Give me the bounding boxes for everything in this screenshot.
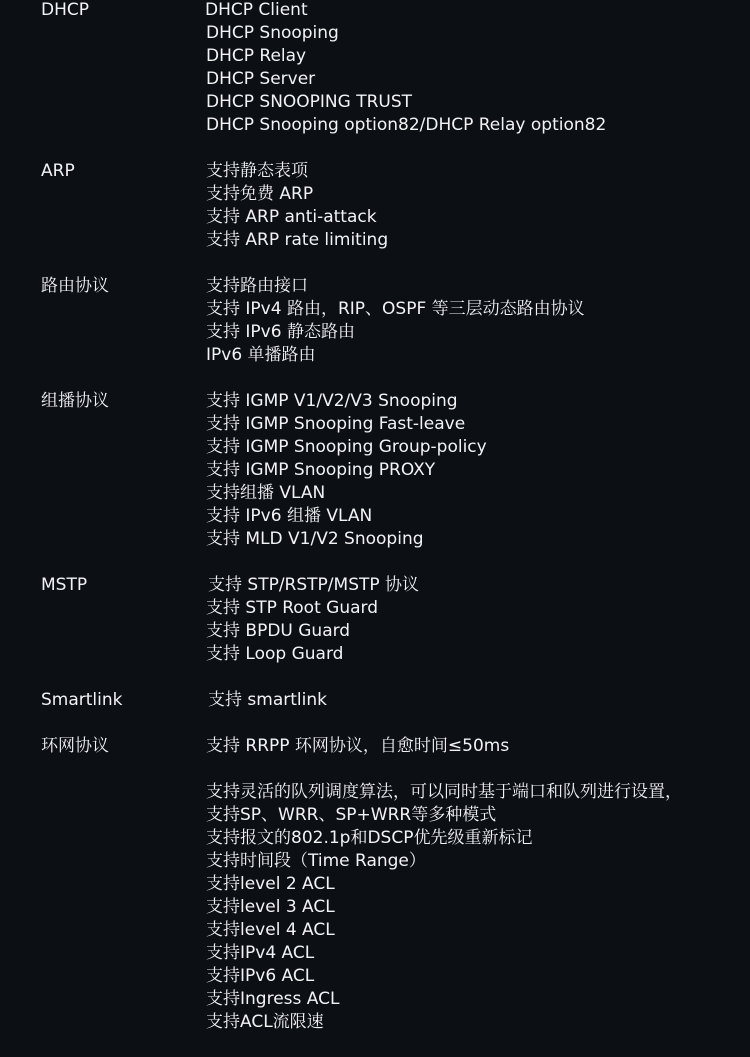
spec-row-mstp xyxy=(0,574,750,666)
spec-value: 支持 IGMP V1/V2/V3 Snooping xyxy=(206,391,458,411)
spec-value: 支持IPv4 ACL xyxy=(206,943,315,963)
spec-label: DHCP xyxy=(41,0,89,20)
spec-value: 支持静态表项 xyxy=(206,161,308,181)
spec-values xyxy=(206,735,750,758)
spec-value: 支持 ARP rate limiting xyxy=(206,230,389,250)
spec-value: 支持Ingress ACL xyxy=(206,989,340,1009)
spec-value: 支持 IGMP Snooping Group-policy xyxy=(206,437,487,457)
spec-value: DHCP Snooping xyxy=(206,23,339,43)
spec-value: 支持 STP Root Guard xyxy=(206,598,379,618)
spec-value: 支持 Loop Guard xyxy=(206,644,344,664)
spec-value: 支持灵活的队列调度算法，可以同时基于端口和队列进行设置， xyxy=(206,782,682,802)
spec-value: 支持level 4 ACL xyxy=(206,920,335,940)
spec-value: 支持 smartlink xyxy=(208,690,327,710)
spec-values xyxy=(206,275,750,367)
spec-values xyxy=(206,0,750,137)
spec-values xyxy=(206,390,750,551)
spec-value: DHCP Server xyxy=(206,69,316,89)
spec-value: 支持 IPv6 组播 VLAN xyxy=(206,506,373,526)
spec-value: 支持组播 VLAN xyxy=(206,483,326,503)
spec-label: 环网协议 xyxy=(41,736,109,756)
spec-value: 支持 IPv6 静态路由 xyxy=(206,322,355,342)
spec-label: Smartlink xyxy=(41,690,123,710)
spec-value: 支持IPv6 ACL xyxy=(206,966,315,986)
spec-value: 支持SP、WRR、SP+WRR等多种模式 xyxy=(206,805,497,825)
spec-label: 组播协议 xyxy=(41,391,109,411)
spec-row-routing xyxy=(0,275,750,367)
spec-value: 支持 ARP anti-attack xyxy=(206,207,377,227)
spec-value: 支持报文的802.1p和DSCP优先级重新标记 xyxy=(206,828,533,848)
spec-value: 支持level 2 ACL xyxy=(206,874,335,894)
spec-value: DHCP Client xyxy=(205,0,308,20)
spec-value: 支持ACL流限速 xyxy=(206,1012,324,1032)
spec-value: 支持 IGMP Snooping PROXY xyxy=(206,460,436,480)
spec-label: 路由协议 xyxy=(41,276,109,296)
spec-row-qos-acl xyxy=(0,781,750,1034)
spec-value: 支持 RRPP 环网协议，自愈时间≤50ms xyxy=(206,736,510,756)
spec-value: 支持 IGMP Snooping Fast-leave xyxy=(206,414,466,434)
spec-row-dhcp xyxy=(0,0,750,137)
spec-value: 支持level 3 ACL xyxy=(206,897,335,917)
spec-row-smartlink xyxy=(0,689,750,712)
spec-row-multicast xyxy=(0,390,750,551)
spec-value: DHCP SNOOPING TRUST xyxy=(206,92,413,112)
spec-value: 支持 STP/RSTP/MSTP 协议 xyxy=(208,575,420,595)
spec-values xyxy=(206,160,750,252)
spec-label: MSTP xyxy=(41,575,88,595)
spec-value: 支持免费 ARP xyxy=(206,184,314,204)
spec-value: 支持 MLD V1/V2 Snooping xyxy=(206,529,424,549)
spec-value: 支持 BPDU Guard xyxy=(206,621,351,641)
spec-value: 支持时间段（Time Range） xyxy=(206,851,426,871)
spec-values xyxy=(206,781,750,1034)
spec-values xyxy=(206,574,750,666)
spec-value: DHCP Relay xyxy=(206,46,307,66)
spec-value: 支持路由接口 xyxy=(206,276,308,296)
spec-value: DHCP Snooping option82/DHCP Relay option82 xyxy=(206,115,607,135)
spec-values xyxy=(206,689,750,712)
spec-row-arp xyxy=(0,160,750,252)
spec-label: ARP xyxy=(41,161,75,181)
spec-value: 支持 IPv4 路由，RIP、OSPF 等三层动态路由协议 xyxy=(206,299,585,319)
spec-value: IPv6 单播路由 xyxy=(206,345,316,365)
spec-row-ring xyxy=(0,735,750,758)
